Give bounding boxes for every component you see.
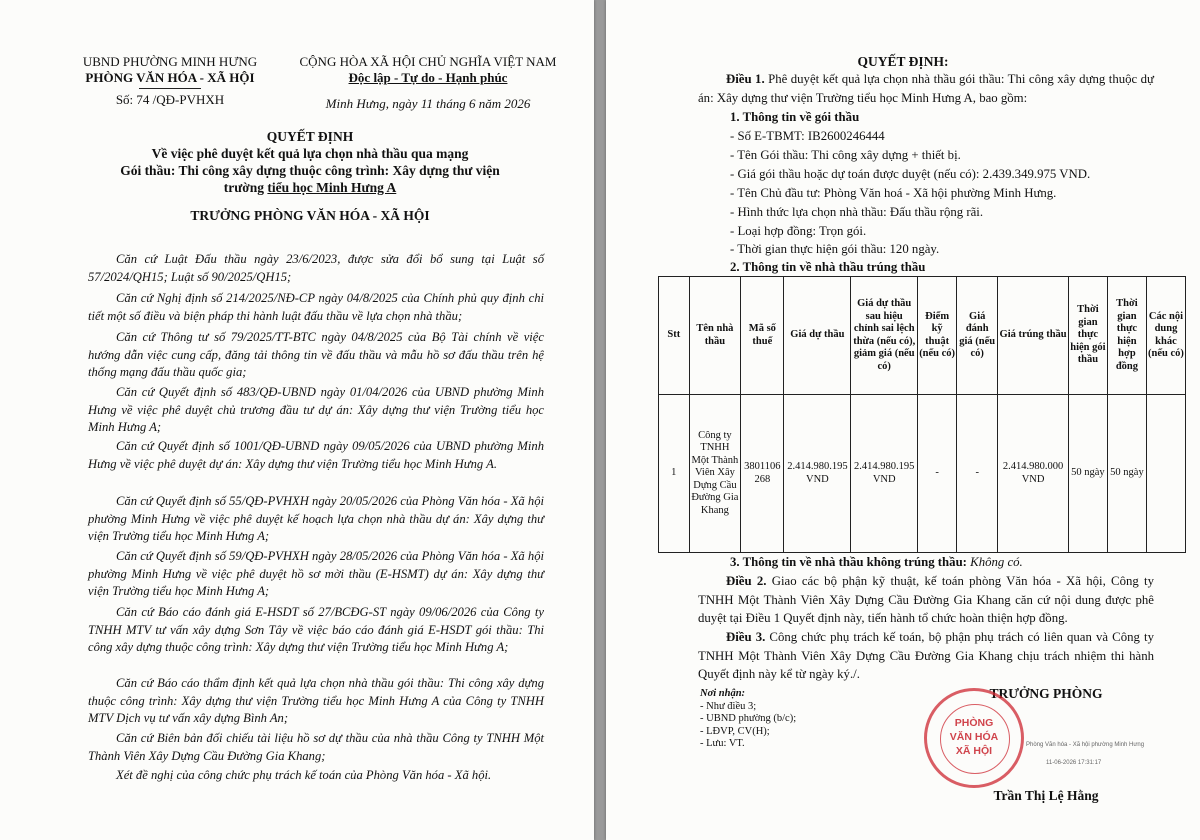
col-header-adjusted-price: Giá dự thầu sau hiệu chỉnh sai lệch thừa (nếu có), giảm giá (nếu có) bbox=[851, 277, 918, 395]
winning-bidder-table bbox=[658, 276, 1186, 553]
signer-name: Trần Thị Lệ Hằng bbox=[993, 788, 1099, 803]
col-header-bidder: Tên nhà thầu bbox=[689, 277, 741, 395]
authority-title: TRƯỞNG PHÒNG VĂN HÓA - XÃ HỘI bbox=[190, 208, 430, 223]
document-number: Số: 74 /QĐ-PVHXH bbox=[115, 92, 225, 107]
cell-adjusted-price: 2.414.980.195 VND bbox=[851, 395, 918, 553]
article-2-text: Giao các bộ phận kỹ thuật, kế toán phòng Văn hóa - Xã hội, Công ty TNHH Một Thành Viên Xây Dựng Cầu Đường Gia Khang căn cứ nội dung được phê duyệt tại Điều 1 Quyết định này, tiến hành tổ chức hoàn thiện hợp đồng. bbox=[698, 574, 1154, 625]
nation-title: CỘNG HÒA XÃ HỘI CHỦ NGHĨA VIỆT NAM bbox=[299, 54, 557, 69]
decision-heading-2: QUYẾT ĐỊNH: bbox=[857, 54, 949, 69]
cell-bid-price: 2.414.980.195 VND bbox=[784, 395, 851, 553]
digital-signature-owner: Phòng Văn hóa - Xã hội phường Minh Hưng bbox=[1026, 742, 1145, 748]
legal-basis-10-text: Căn cứ Biên bản đối chiếu tài liệu hồ sơ dự thầu của nhà thầu Công ty TNHH Một Thành Viên Xây Dựng Cầu Đường Gia Khang; bbox=[88, 731, 544, 763]
document-page-2 bbox=[606, 0, 1200, 840]
section-1-title: 1. Thông tin về gói thầu bbox=[730, 110, 860, 124]
cell-tech-score: - bbox=[918, 395, 957, 553]
recipients-block bbox=[700, 688, 796, 751]
subject-3-prefix: trường bbox=[223, 180, 268, 195]
col-header-stt: Stt bbox=[659, 277, 690, 395]
section-2-title: 2. Thông tin về nhà thầu trúng thầu bbox=[730, 260, 926, 274]
col-header-evaluated-price: Giá đánh giá (nếu có) bbox=[957, 277, 998, 395]
digital-signature-time: 11-06-2026 17:31:17 bbox=[1046, 760, 1102, 766]
cell-contract-time: 50 ngày bbox=[1107, 395, 1146, 553]
col-header-tax-code: Mã số thuế bbox=[741, 277, 784, 395]
article-1 bbox=[698, 70, 1154, 107]
subject-3-underlined: tiểu học Minh Hưng A bbox=[267, 180, 397, 195]
cell-other bbox=[1146, 395, 1185, 553]
legal-basis-9 bbox=[88, 675, 544, 728]
legal-basis-8 bbox=[88, 604, 544, 657]
article-1-text: Phê duyệt kết quả lựa chọn nhà thầu gói thầu: Thi công xây dựng thuộc dự án: Xây dựng thư viện Trường tiểu học Minh Hưng A, bao gồm: bbox=[698, 72, 1154, 105]
legal-basis-1-text: Căn cứ Luật Đấu thầu ngày 23/6/2023, được sửa đổi bổ sung tại Luật số 57/2024/QH15; Luật số 90/2025/QH15; bbox=[88, 252, 544, 284]
legal-basis-6 bbox=[88, 493, 544, 546]
legal-basis-7 bbox=[88, 548, 544, 601]
legal-basis-2-text: Căn cứ Nghị định số 214/2025/NĐ-CP ngày 04/8/2025 của Chính phủ quy định chi tiết một số điều và biện pháp thi hành luật đấu thầu về lựa chọn nhà thầu; bbox=[88, 291, 544, 323]
tender-info-2: - Tên Gói thầu: Thi công xây dựng + thiết bị. bbox=[730, 148, 961, 162]
agency-underline bbox=[139, 88, 201, 89]
cell-tax-code: 3801106268 bbox=[741, 395, 784, 553]
cell-package-time: 50 ngày bbox=[1068, 395, 1107, 553]
legal-basis-6-text: Căn cứ Quyết định số 55/QĐ-PVHXH ngày 20/05/2026 của Phòng Văn hóa - Xã hội phường Minh Hưng về việc phê duyệt kế hoạch lựa chọn nhà thầu dự án: Xây dựng thư viện Trường tiểu học Minh Hưng A; bbox=[88, 494, 544, 543]
col-header-winning-price: Giá trúng thầu bbox=[998, 277, 1069, 395]
signer-title: TRƯỞNG PHÒNG bbox=[989, 686, 1103, 701]
legal-basis-1 bbox=[88, 251, 544, 286]
legal-basis-4 bbox=[88, 384, 544, 437]
seal-text-middle: VĂN HÓA bbox=[949, 731, 999, 743]
section-3-title: 3. Thông tin về nhà thầu không trúng thầu: bbox=[730, 555, 967, 569]
recipients-title: Nơi nhận: bbox=[700, 688, 746, 699]
decision-title: QUYẾT ĐỊNH bbox=[266, 129, 354, 144]
col-header-contract-time: Thời gian thực hiện hợp đồng bbox=[1107, 277, 1146, 395]
recipient-item: - LĐVP, CV(H); bbox=[700, 725, 770, 737]
col-header-other: Các nội dung khác (nếu có) bbox=[1146, 277, 1185, 395]
document-page-1 bbox=[0, 0, 594, 840]
proposal-basis-text: Xét đề nghị của công chức phụ trách kế toán của Phòng Văn hóa - Xã hội. bbox=[116, 768, 492, 782]
article-2-label: Điều 2. bbox=[726, 574, 767, 588]
legal-basis-10 bbox=[88, 730, 544, 765]
legal-basis-2 bbox=[88, 290, 544, 325]
seal-text-bottom: XÃ HỘI bbox=[955, 745, 993, 757]
article-1-label: Điều 1. bbox=[726, 72, 765, 86]
article-3 bbox=[698, 628, 1154, 684]
table-header-row bbox=[659, 277, 1186, 395]
cell-evaluated-price: - bbox=[957, 395, 998, 553]
decision-heading bbox=[60, 128, 560, 196]
legal-basis-7-text: Căn cứ Quyết định số 59/QĐ-PVHXH ngày 28/05/2026 của Phòng Văn hóa - Xã hội phường Minh Hưng về việc phê duyệt hồ sơ mời thầu (E-HSMT) dự án: Xây dựng thư viện Trường tiểu học Minh Hưng A; bbox=[88, 549, 544, 598]
tender-info-7: - Thời gian thực hiện gói thầu: 120 ngày. bbox=[730, 242, 940, 256]
agency-parent: UBND PHƯỜNG MINH HƯNG bbox=[82, 54, 258, 69]
tender-info-3: - Giá gói thầu hoặc dự toán được duyệt (nếu có): 2.439.349.975 VND. bbox=[730, 167, 1091, 181]
legal-basis-4-text: Căn cứ Quyết định số 483/QĐ-UBND ngày 01/04/2026 của UBND phường Minh Hưng về việc phê duyệt chủ trương đầu tư dự án: Xây dựng thư viện Trường tiểu học Minh Hưng A; bbox=[88, 385, 544, 434]
decision-subject-2: Gói thầu: Thi công xây dựng thuộc công trình: Xây dựng thư viện bbox=[120, 163, 500, 178]
section-3-value: Không có. bbox=[966, 555, 1023, 569]
legal-basis-3 bbox=[88, 329, 544, 382]
place-date: Minh Hưng, ngày 11 tháng 6 năm 2026 bbox=[325, 96, 531, 111]
col-header-package-time: Thời gian thực hiện gói thầu bbox=[1068, 277, 1107, 395]
table-row bbox=[659, 395, 1186, 553]
tender-info-1: - Số E-TBMT: IB2600246444 bbox=[730, 129, 885, 143]
national-motto: Độc lập - Tự do - Hạnh phúc bbox=[348, 70, 508, 85]
article-3-label: Điều 3. bbox=[726, 630, 766, 644]
col-header-tech-score: Điểm kỹ thuật (nếu có) bbox=[918, 277, 957, 395]
legal-basis-3-text: Căn cứ Thông tư số 79/2025/TT-BTC ngày 04/8/2025 của Bộ Tài chính về việc hướng dẫn việc cung cấp, đăng tải thông tin về đấu thầu và mẫu hồ sơ đấu thầu trên hệ thống mạng đấu thầu quốc gia; bbox=[88, 330, 544, 379]
proposal-basis bbox=[88, 767, 544, 785]
tender-info-5: - Hình thức lựa chọn nhà thầu: Đấu thầu rộng rãi. bbox=[730, 205, 984, 219]
legal-basis-9-text: Căn cứ Báo cáo thẩm định kết quả lựa chọn nhà thầu gói thầu: Thi công xây dựng thuộc công trình: Xây dựng thư viện Trường tiểu học Minh Hưng A của Công ty TNHH MTV Dịch vụ tư vấn xây dựng Bình An; bbox=[88, 676, 544, 725]
cell-bidder: Công ty TNHH Một Thành Viên Xây Dựng Cầu Đường Gia Khang bbox=[689, 395, 741, 553]
seal-text-top: PHÒNG bbox=[954, 717, 994, 729]
recipient-item: - Như điều 3; bbox=[700, 700, 757, 712]
section-3 bbox=[730, 553, 1023, 572]
recipient-item: - Lưu: VT. bbox=[700, 738, 745, 749]
legal-basis-5-text: Căn cứ Quyết định số 1001/QĐ-UBND ngày 09/05/2026 của UBND phường Minh Hưng về việc phê duyệt dự án: Xây dựng thư viện Trường tiểu học Minh Hưng A. bbox=[88, 439, 544, 471]
cell-winning-price: 2.414.980.000 VND bbox=[998, 395, 1069, 553]
decision-subject-3 bbox=[60, 179, 560, 196]
decision-subject-1: Về việc phê duyệt kết quả lựa chọn nhà thầu qua mạng bbox=[151, 146, 469, 161]
col-header-bid-price: Giá dự thầu bbox=[784, 277, 851, 395]
cell-stt: 1 bbox=[659, 395, 690, 553]
agency-name: PHÒNG VĂN HÓA - XÃ HỘI bbox=[85, 70, 255, 85]
tender-info-4: - Tên Chủ đầu tư: Phòng Văn hoá - Xã hội phường Minh Hưng. bbox=[730, 186, 1057, 200]
agency-header bbox=[60, 54, 280, 108]
legal-basis-5 bbox=[88, 438, 544, 473]
national-header bbox=[278, 54, 578, 112]
recipient-item: - UBND phường (b/c); bbox=[700, 713, 797, 724]
official-seal bbox=[924, 688, 1024, 788]
tender-info-6: - Loại hợp đồng: Trọn gói. bbox=[730, 224, 867, 238]
article-3-text: Công chức phụ trách kế toán, bộ phận phụ trách có liên quan và Công ty TNHH Một Thành Viên Xây Dựng Cầu Đường Gia Khang chịu trách nhiệm thi hành Quyết định này kể từ ngày ký./. bbox=[698, 630, 1154, 681]
legal-basis-8-text: Căn cứ Báo cáo đánh giá E-HSDT số 27/BCĐG-ST ngày 09/06/2026 của Công ty TNHH MTV tư vấn xây dựng Sơn Tây về việc báo cáo đánh giá E-HSDT gói thầu: Thi công xây dựng thuộc công trình: Xây dựng thư viện Trường tiểu học Minh Hưng A; bbox=[88, 605, 544, 654]
article-2 bbox=[698, 572, 1154, 628]
